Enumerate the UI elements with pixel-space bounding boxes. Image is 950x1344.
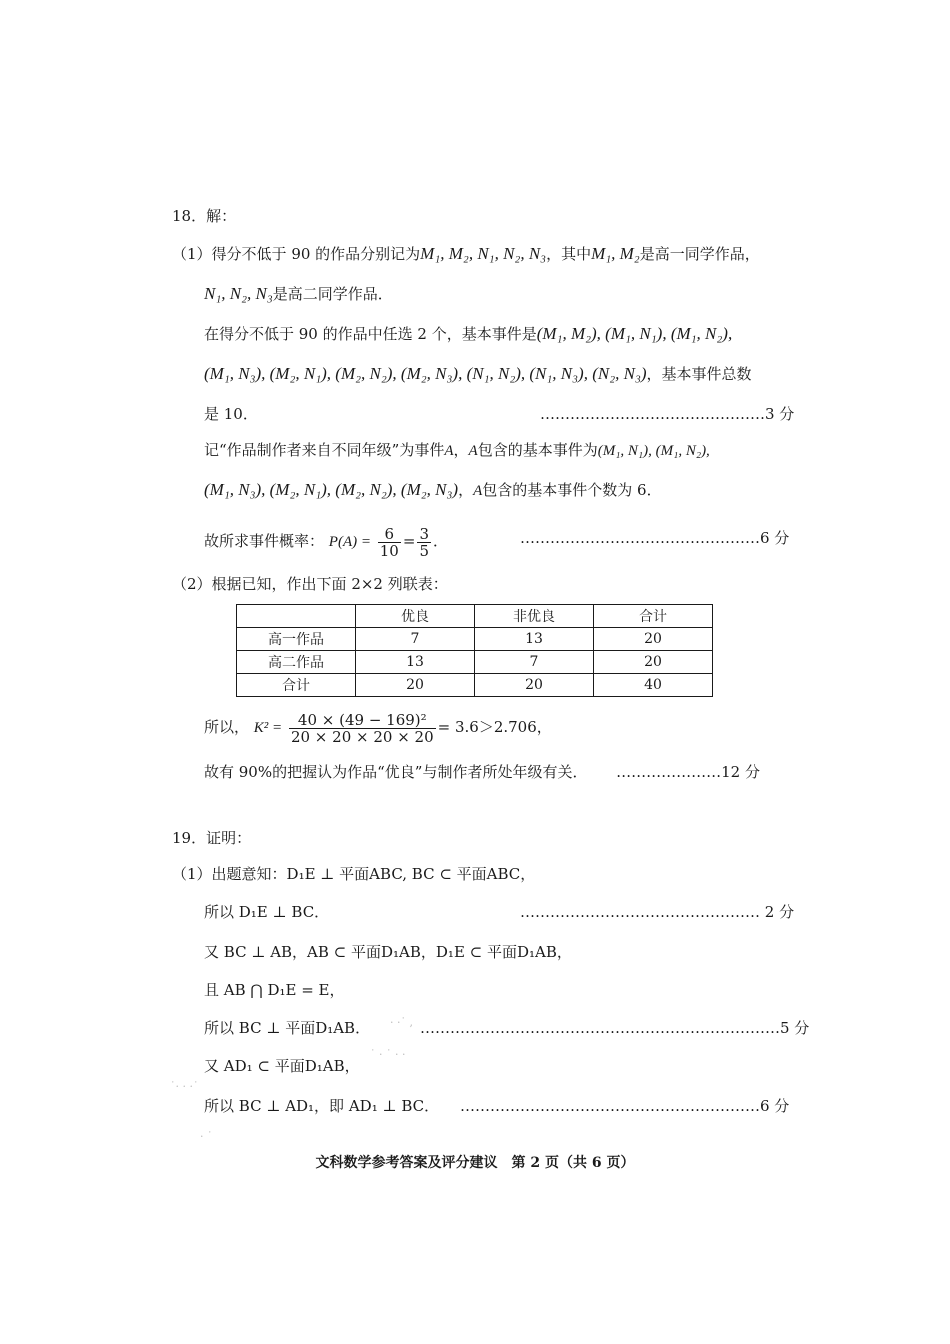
table-cell: 合计 bbox=[237, 674, 356, 697]
table-header-cell: 非优良 bbox=[475, 605, 594, 628]
q19-line7: 所以 BC ⊥ AD₁，即 AD₁ ⊥ BC． bbox=[204, 1097, 440, 1115]
q18-events-total: 是 10． bbox=[204, 405, 258, 423]
table-cell: 高一作品 bbox=[237, 628, 356, 651]
q18-part1-line1: （1）得分不低于 90 的作品分别记为M₁, M₂, N₁, N₂, N₃，其中M₁, M₂是高一同学作品， bbox=[172, 244, 760, 263]
q18-score-3: ………………………………………3 分 bbox=[540, 405, 795, 423]
q18-conclusion: 故有 90%的把握认为作品“优良”与制作者所处年级有关． bbox=[204, 763, 588, 781]
q18-score-6: …………………………………………6 分 bbox=[520, 529, 790, 547]
q19-line4: 且 AB ⋂ D₁E = E， bbox=[204, 981, 345, 999]
q19-score-6: ……………………………………………………6 分 bbox=[460, 1097, 790, 1115]
q18-set-grade1: M₁, M₂ bbox=[591, 244, 640, 263]
q19-part1-label: （1） bbox=[172, 865, 212, 883]
q19-line6: 又 AD₁ ⊂ 平面D₁AB， bbox=[204, 1057, 360, 1075]
scan-smudge: ˙ · ˙ · · bbox=[370, 1048, 406, 1061]
q19-score-5: ………………………………………………………………5 分 bbox=[420, 1019, 810, 1037]
table-header-cell bbox=[237, 605, 356, 628]
table-row bbox=[237, 674, 713, 697]
table-header-cell: 优良 bbox=[356, 605, 475, 628]
q18-k2-formula: 所以， K² = $\frac{\text{40 × (49 − 169)²}}{20 \times 20 \times 20 \times 20}$ = 3.6＞2.706， bbox=[204, 710, 552, 746]
q18-frac-2: $\frac{3}{5}$ bbox=[419, 524, 429, 560]
table-cell: 7 bbox=[475, 651, 594, 674]
q19-line5: 所以 BC ⊥ 平面D₁AB． bbox=[204, 1019, 371, 1037]
q18-probability: 故所求事件概率： P(A) = $\frac{6}{10}$ = $\frac{3}{5}$ ． bbox=[204, 524, 448, 560]
q19-line3: 又 BC ⊥ AB，AB ⊂ 平面D₁AB，D₁E ⊂ 平面D₁AB， bbox=[204, 943, 572, 961]
q19-line1: （1）出题意知：D₁E ⊥ 平面ABC, BC ⊂ 平面ABC， bbox=[172, 865, 536, 883]
q18-frac-1: $\frac{6}{10}$ bbox=[379, 524, 399, 560]
table-cell: 高二作品 bbox=[237, 651, 356, 674]
q18-part1-line2: N₁, N₂, N₃是高二同学作品． bbox=[204, 284, 393, 303]
q18-k2-frac: $\frac{\text{40 × (49 − 169)²}}{20 \times 20 \times 20 \times 20}$ bbox=[290, 710, 434, 746]
q18-eventA-line2: (M₁, N₃), (M₂, N₁), (M₂, N₂), (M₂, N₃)，A包含的基本事件个数为 6． bbox=[204, 480, 662, 499]
q19-line2: 所以 D₁E ⊥ BC． bbox=[204, 903, 330, 921]
page-footer: 文科数学参考答案及评分建议 第 2 页（共 6 页） bbox=[315, 1155, 635, 1171]
q18-eventA-line1: 记“作品制作者来自不同年级”为事件A，A包含的基本事件为(M₁, N₁), (M₁, N₂), bbox=[204, 441, 710, 459]
q19-score-2: ………………………………………… 2 分 bbox=[520, 903, 795, 921]
table-cell: 7 bbox=[356, 628, 475, 651]
table-row bbox=[237, 628, 713, 651]
q18-set-grade2: N₁, N₂, N₃ bbox=[204, 284, 273, 303]
scan-smudge: · ˙ bbox=[200, 1130, 213, 1143]
scan-smudge: · ·˙ , bbox=[390, 1016, 413, 1029]
table-row bbox=[237, 651, 713, 674]
table-cell: 20 bbox=[594, 651, 713, 674]
contingency-table bbox=[236, 604, 713, 697]
q18-events-line2: (M₁, N₃), (M₂, N₁), (M₂, N₂), (M₂, N₃), (N₁, N₂), (N₁, N₃), (N₂, N₃)，基本事件总数 bbox=[204, 364, 752, 383]
table-cell: 20 bbox=[356, 674, 475, 697]
q18-event-var: A bbox=[444, 443, 454, 459]
table-cell: 13 bbox=[475, 628, 594, 651]
table-cell: 20 bbox=[475, 674, 594, 697]
table-cell: 40 bbox=[594, 674, 713, 697]
table-header-row bbox=[237, 605, 713, 628]
q18-score-12: …………………12 分 bbox=[616, 763, 760, 781]
q18-header: 18．解： bbox=[172, 207, 237, 225]
table-header-cell: 合计 bbox=[594, 605, 713, 628]
q18-set-all: M₁, M₂, N₁, N₂, N₃ bbox=[420, 244, 547, 263]
q18-part2-label: （2） bbox=[172, 575, 212, 593]
q18-part1-label: （1） bbox=[172, 245, 212, 263]
table-cell: 20 bbox=[594, 628, 713, 651]
scan-smudge: ˙· · ·˙ bbox=[170, 1080, 199, 1093]
table-cell: 13 bbox=[356, 651, 475, 674]
q18-part2-line: （2）根据已知，作出下面 2×2 列联表： bbox=[172, 575, 448, 593]
q18-events-line1: 在得分不低于 90 的作品中任选 2 个，基本事件是(M₁, M₂), (M₁, N₁), (M₁, N₂), bbox=[204, 324, 733, 343]
q19-header: 19．证明： bbox=[172, 829, 252, 847]
